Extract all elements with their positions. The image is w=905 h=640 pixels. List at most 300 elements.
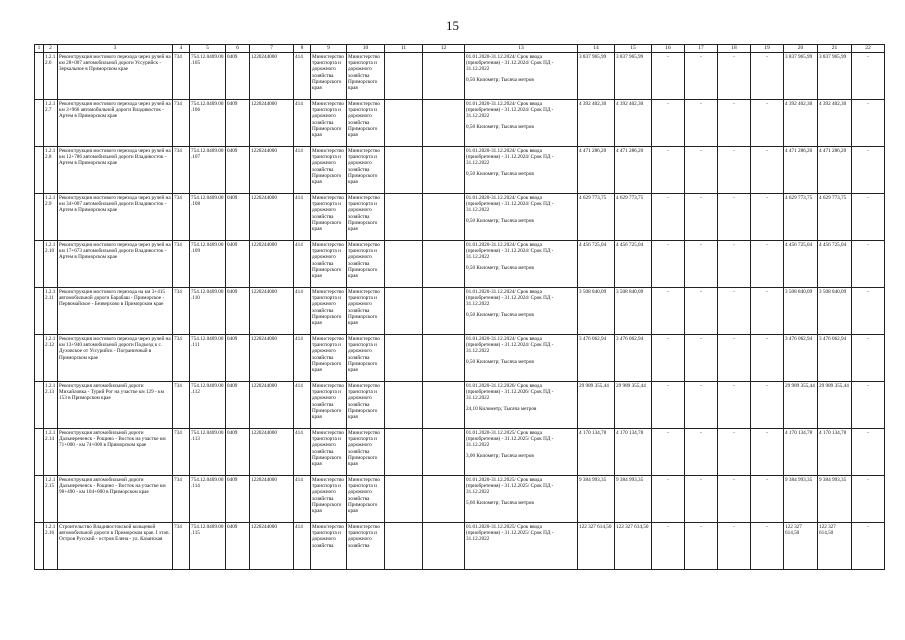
cell-dash: - <box>652 382 685 429</box>
developer <box>347 523 385 570</box>
amount-col20: 3 837 965,99 <box>784 53 818 100</box>
amount-col21: 4 471 286,20 <box>818 147 852 194</box>
developer <box>347 288 385 335</box>
cell-dash: - <box>652 429 685 476</box>
customer-name: Министерство транспорта и дорожного хозяйства Приморского края <box>312 383 344 421</box>
amount-total: 3 476 062,94 <box>578 335 615 382</box>
cell-empty <box>35 476 44 523</box>
cell-empty <box>385 335 423 382</box>
expense-type: 414 <box>294 194 311 241</box>
csr-code: 1220244000 <box>250 476 294 523</box>
customer-name: Министерство транспорта и дорожного хозяйства <box>348 524 380 549</box>
period-capacity <box>465 288 578 335</box>
cell-dash: - <box>685 53 718 100</box>
cell-dash: - <box>652 335 685 382</box>
cell-empty <box>423 241 465 288</box>
amount-total: 4 456 725,04 <box>578 241 615 288</box>
section-code: 0409 <box>226 288 250 335</box>
cell-dash: - <box>852 53 885 100</box>
developer <box>347 241 385 288</box>
csr-code: 1220244000 <box>250 288 294 335</box>
column-header: 9 <box>311 45 347 53</box>
cell-dash: - <box>685 241 718 288</box>
period: 01.01.2020-31.12.2025/ Срок ввода (приобретения) - 31.12.2025/ Срок ПД - 31.12.2022 <box>466 524 554 543</box>
budget-table <box>34 44 885 570</box>
amount-col21: 4 456 725,04 <box>818 241 852 288</box>
csr-code: 1220244000 <box>250 382 294 429</box>
csr-code: 1220244000 <box>250 147 294 194</box>
column-header: 4 <box>173 45 190 53</box>
cell-dash: - <box>852 476 885 523</box>
cell-empty <box>385 100 423 147</box>
csr-code: 1220244000 <box>250 241 294 288</box>
customer <box>311 147 347 194</box>
cell-empty <box>385 288 423 335</box>
cell-dash: - <box>718 523 751 570</box>
cell-empty <box>385 241 423 288</box>
period: 01.01.2020-31.12.2024/ Срок ввода (приобретения) - 31.12.2024/ Срок ПД - 31.12.2022 <box>466 148 554 167</box>
period: 01.01.2020-31.12.2026/ Срок ввода (приобретения) - 31.12.2026/ Срок ПД - 31.12.2022 <box>466 383 554 402</box>
column-header: 3 <box>58 45 173 53</box>
object-name: Реконструкция мостового перехода через ручей на км 12+786 автомобильной дороги Владивосток - Артем в Приморском крае <box>58 147 173 194</box>
cell-dash: - <box>852 523 885 570</box>
cell-empty <box>423 53 465 100</box>
capacity: 24,10 Километр; Тысяча метров <box>466 405 537 412</box>
column-header: 6 <box>226 45 250 53</box>
target-article: 754.12.0409.00.113 <box>190 429 226 476</box>
section-code: 0409 <box>226 53 250 100</box>
amount-total: 29 989 355,44 <box>578 382 615 429</box>
amount-col15: 3 476 062,94 <box>615 335 652 382</box>
amount-col20: 3 476 062,94 <box>784 335 818 382</box>
cell-empty <box>35 335 44 382</box>
amount-col20: 4 456 725,04 <box>784 241 818 288</box>
grbs-code: 734 <box>173 335 190 382</box>
customer <box>311 288 347 335</box>
cell-dash: - <box>685 194 718 241</box>
header-row <box>35 45 885 53</box>
cell-dash: - <box>751 429 784 476</box>
capacity: 0,50 Километр; Тысяча метров <box>466 358 534 365</box>
cell-dash: - <box>751 147 784 194</box>
section-code: 0409 <box>226 194 250 241</box>
customer <box>311 241 347 288</box>
object-name: Реконструкция автомобильной дороги Михайловка - Турий Рог на участке км 129 - км 153 в Приморском крае <box>58 382 173 429</box>
row-number: 1.2.12.12 <box>44 335 58 382</box>
cell-empty <box>385 476 423 523</box>
developer <box>347 335 385 382</box>
cell-dash: - <box>751 100 784 147</box>
column-header: 12 <box>423 45 465 53</box>
cell-dash: - <box>685 429 718 476</box>
column-header: 1 <box>35 45 44 53</box>
amount-col21: 122 327 614,50 <box>818 523 852 570</box>
cell-dash: - <box>652 288 685 335</box>
cell-empty <box>385 523 423 570</box>
amount-col20: 4 629 773,75 <box>784 194 818 241</box>
amount-col20: 122 327 614,50 <box>784 523 818 570</box>
cell-dash: - <box>652 476 685 523</box>
target-article: 754.12.0409.00.108 <box>190 194 226 241</box>
cell-dash: - <box>751 288 784 335</box>
object-name: Реконструкция мостового перехода через ручей на км 28+007 автомобильной дороги Уссурийск - Зеркальное в Приморском крае <box>58 53 173 100</box>
column-header: 16 <box>652 45 685 53</box>
customer-name: Министерство транспорта и дорожного хозяйства Приморского края <box>348 148 380 186</box>
cell-dash: - <box>852 194 885 241</box>
section-code: 0409 <box>226 429 250 476</box>
section-code: 0409 <box>226 476 250 523</box>
cell-empty <box>35 100 44 147</box>
period-capacity <box>465 476 578 523</box>
row-number: 1.2.12.6 <box>44 53 58 100</box>
customer-name: Министерство транспорта и дорожного хозяйства Приморского края <box>312 54 344 92</box>
amount-col21: 3 508 840,09 <box>818 288 852 335</box>
object-name: Реконструкция мостового перехода на км 3+415 автомобильной дороги Барабаш - Приморское - Первомайское - Безверхово в Приморском крае <box>58 288 173 335</box>
column-header: 20 <box>784 45 818 53</box>
table-row <box>35 53 885 100</box>
cell-dash: - <box>718 147 751 194</box>
customer-name: Министерство транспорта и дорожного хозяйства Приморского края <box>348 336 380 374</box>
target-article: 754.12.0409.00.107 <box>190 147 226 194</box>
csr-code: 1220244000 <box>250 100 294 147</box>
expense-type: 414 <box>294 335 311 382</box>
customer <box>311 53 347 100</box>
customer-name: Министерство транспорта и дорожного хозяйства Приморского края <box>312 336 344 374</box>
amount-col20: 9 384 993,35 <box>784 476 818 523</box>
cell-dash: - <box>718 100 751 147</box>
cell-empty <box>423 523 465 570</box>
period: 01.01.2020-31.12.2024/ Срок ввода (приобретения) - 31.12.2024/ Срок ПД - 31.12.2022 <box>466 195 554 214</box>
expense-type: 414 <box>294 429 311 476</box>
object-name: Строительство Владивостокской кольцевой автомобильной дороги в Приморском крае. I этап. Остров Русский - остров Елена - ул. Казанская <box>58 523 173 570</box>
table-row <box>35 335 885 382</box>
capacity: 0,50 Километр; Тысяча метров <box>466 76 534 83</box>
cell-dash: - <box>718 335 751 382</box>
csr-code: 1220244000 <box>250 335 294 382</box>
amount-col21: 3 837 965,99 <box>818 53 852 100</box>
customer-name: Министерство транспорта и дорожного хозяйства Приморского края <box>348 289 380 327</box>
customer <box>311 476 347 523</box>
object-name: Реконструкция автомобильной дороги Дальнереченск - Рощино - Восток на участке км 98+490 - км 104+000 в Приморском крае <box>58 476 173 523</box>
customer-name: Министерство транспорта и дорожного хозяйства Приморского края <box>312 242 344 280</box>
section-code: 0409 <box>226 147 250 194</box>
cell-dash: - <box>751 241 784 288</box>
cell-empty <box>35 382 44 429</box>
customer <box>311 194 347 241</box>
cell-dash: - <box>852 241 885 288</box>
column-header: 2 <box>44 45 58 53</box>
period: 01.01.2020-31.12.2024/ Срок ввода (приобретения) - 31.12.2024/ Срок ПД - 31.12.2022 <box>466 242 554 261</box>
csr-code: 1220244000 <box>250 194 294 241</box>
amount-col15: 4 456 725,04 <box>615 241 652 288</box>
cell-dash: - <box>718 241 751 288</box>
amount-col21: 4 170 134,78 <box>818 429 852 476</box>
expense-type: 414 <box>294 382 311 429</box>
amount-col20: 4 471 286,20 <box>784 147 818 194</box>
expense-type: 414 <box>294 523 311 570</box>
capacity: 0,50 Километр; Тысяча метров <box>466 217 534 224</box>
cell-dash: - <box>852 100 885 147</box>
csr-code: 1220244000 <box>250 523 294 570</box>
target-article: 754.12.0409.00.105 <box>190 53 226 100</box>
cell-empty <box>35 194 44 241</box>
customer-name: Министерство транспорта и дорожного хозяйства Приморского края <box>348 101 380 139</box>
period: 01.01.2020-31.12.2025/ Срок ввода (приобретения) - 31.12.2025/ Срок ПД - 31.12.2022 <box>466 477 554 496</box>
developer <box>347 147 385 194</box>
expense-type: 414 <box>294 241 311 288</box>
grbs-code: 734 <box>173 241 190 288</box>
table-body <box>35 53 885 570</box>
period: 01.01.2020-31.12.2024/ Срок ввода (приобретения) - 31.12.2024/ Срок ПД - 31.12.2022 <box>466 101 554 120</box>
capacity: 0,50 Километр; Тысяча метров <box>466 311 534 318</box>
period-capacity <box>465 100 578 147</box>
cell-dash: - <box>652 194 685 241</box>
cell-empty <box>385 429 423 476</box>
cell-empty <box>423 382 465 429</box>
expense-type: 414 <box>294 476 311 523</box>
customer-name: Министерство транспорта и дорожного хозяйства Приморского края <box>348 383 380 421</box>
capacity: 3,00 Километр; Тысяча метров <box>466 452 534 459</box>
cell-dash: - <box>685 382 718 429</box>
customer-name: Министерство транспорта и дорожного хозяйства Приморского края <box>312 195 344 233</box>
amount-col15: 4 170 134,78 <box>615 429 652 476</box>
grbs-code: 734 <box>173 53 190 100</box>
cell-dash: - <box>718 429 751 476</box>
grbs-code: 734 <box>173 382 190 429</box>
amount-col20: 4 392 402,30 <box>784 100 818 147</box>
expense-type: 414 <box>294 147 311 194</box>
period-capacity <box>465 523 578 570</box>
grbs-code: 734 <box>173 523 190 570</box>
period: 01.01.2020-31.12.2024/ Срок ввода (приобретения) - 31.12.2024/ Срок ПД - 31.12.2022 <box>466 54 554 73</box>
column-header: 13 <box>465 45 578 53</box>
column-header: 7 <box>250 45 294 53</box>
cell-empty <box>35 288 44 335</box>
customer-name: Министерство транспорта и дорожного хозяйства Приморского края <box>348 195 380 233</box>
grbs-code: 734 <box>173 476 190 523</box>
table-row <box>35 523 885 570</box>
column-header: 15 <box>615 45 652 53</box>
cell-empty <box>35 429 44 476</box>
period-capacity <box>465 382 578 429</box>
customer <box>311 100 347 147</box>
amount-col21: 29 989 355,44 <box>818 382 852 429</box>
object-name: Реконструкция мостового перехода через ручей на км 13+940 автомобильной дороги Подъезд к с. Духовское от Уссурийск - Пограничный в Приморском крае <box>58 335 173 382</box>
page-number: 15 <box>446 18 459 33</box>
amount-col15: 9 384 993,35 <box>615 476 652 523</box>
period-capacity <box>465 429 578 476</box>
column-header: 18 <box>718 45 751 53</box>
cell-empty <box>423 147 465 194</box>
cell-dash: - <box>718 53 751 100</box>
period-capacity <box>465 194 578 241</box>
cell-empty <box>35 147 44 194</box>
column-header: 17 <box>685 45 718 53</box>
customer <box>311 382 347 429</box>
cell-empty <box>35 53 44 100</box>
column-header: 8 <box>294 45 311 53</box>
period-capacity <box>465 147 578 194</box>
cell-empty <box>423 335 465 382</box>
cell-dash: - <box>685 288 718 335</box>
customer-name: Министерство транспорта и дорожного хозяйства Приморского края <box>348 54 380 92</box>
customer <box>311 523 347 570</box>
cell-dash: - <box>685 100 718 147</box>
amount-col15: 4 392 402,30 <box>615 100 652 147</box>
section-code: 0409 <box>226 382 250 429</box>
cell-dash: - <box>852 335 885 382</box>
column-header: 11 <box>385 45 423 53</box>
cell-dash: - <box>751 382 784 429</box>
cell-empty <box>423 288 465 335</box>
capacity: 0,50 Километр; Тысяча метров <box>466 123 534 130</box>
column-header: 21 <box>818 45 852 53</box>
cell-dash: - <box>685 147 718 194</box>
table-row <box>35 100 885 147</box>
csr-code: 1220244000 <box>250 429 294 476</box>
grbs-code: 734 <box>173 100 190 147</box>
customer-name: Министерство транспорта и дорожного хозяйства Приморского края <box>312 477 344 515</box>
row-number: 1.2.12.13 <box>44 382 58 429</box>
amount-col21: 4 629 773,75 <box>818 194 852 241</box>
customer <box>311 335 347 382</box>
row-number: 1.2.12.15 <box>44 476 58 523</box>
row-number: 1.2.12.8 <box>44 147 58 194</box>
table-row <box>35 476 885 523</box>
capacity: 0,50 Километр; Тысяча метров <box>466 170 534 177</box>
amount-col20: 29 989 355,44 <box>784 382 818 429</box>
section-code: 0409 <box>226 100 250 147</box>
amount-total: 9 384 993,35 <box>578 476 615 523</box>
table-row <box>35 194 885 241</box>
amount-total: 3 837 965,99 <box>578 53 615 100</box>
row-number: 1.2.12.14 <box>44 429 58 476</box>
cell-dash: - <box>852 147 885 194</box>
column-header: 19 <box>751 45 784 53</box>
row-number: 1.2.12.11 <box>44 288 58 335</box>
cell-empty <box>35 523 44 570</box>
amount-col15: 3 508 840,09 <box>615 288 652 335</box>
column-header: 22 <box>852 45 885 53</box>
amount-total: 4 629 773,75 <box>578 194 615 241</box>
customer-name: Министерство транспорта и дорожного хозяйства Приморского края <box>312 289 344 327</box>
column-header: 14 <box>578 45 615 53</box>
amount-col21: 9 384 993,35 <box>818 476 852 523</box>
amount-total: 3 508 840,09 <box>578 288 615 335</box>
cell-dash: - <box>718 288 751 335</box>
cell-dash: - <box>652 147 685 194</box>
amount-col15: 4 471 286,20 <box>615 147 652 194</box>
period-capacity <box>465 53 578 100</box>
cell-empty <box>423 194 465 241</box>
cell-dash: - <box>652 100 685 147</box>
amount-total: 4 471 286,20 <box>578 147 615 194</box>
object-name: Реконструкция автомобильной дороги Дальнереченск - Рощино - Восток на участке км 71+000 - км 74+000 в Приморском крае <box>58 429 173 476</box>
cell-dash: - <box>852 288 885 335</box>
cell-dash: - <box>751 335 784 382</box>
row-number: 1.2.12.16 <box>44 523 58 570</box>
developer <box>347 194 385 241</box>
cell-empty <box>423 429 465 476</box>
object-name: Реконструкция мостового перехода через ручей на км 3+966 автомобильной дороги Владивосток - Артем в Приморском крае <box>58 100 173 147</box>
cell-dash: - <box>718 194 751 241</box>
customer-name: Министерство транспорта и дорожного хозяйства Приморского края <box>312 101 344 139</box>
cell-dash: - <box>652 53 685 100</box>
amount-col15: 4 629 773,75 <box>615 194 652 241</box>
developer <box>347 100 385 147</box>
cell-dash: - <box>852 429 885 476</box>
target-article: 754.12.0409.00.114 <box>190 476 226 523</box>
developer <box>347 476 385 523</box>
table-row <box>35 429 885 476</box>
customer <box>311 429 347 476</box>
period-capacity <box>465 241 578 288</box>
object-name: Реконструкция мостового перехода через ручей на км 34+007 автомобильной дороги Владивосток - Артем в Приморском крае <box>58 194 173 241</box>
cell-dash: - <box>685 523 718 570</box>
column-header: 10 <box>347 45 385 53</box>
customer-name: Министерство транспорта и дорожного хозяйства Приморского края <box>348 242 380 280</box>
amount-total: 4 170 134,78 <box>578 429 615 476</box>
cell-empty <box>423 476 465 523</box>
grbs-code: 734 <box>173 147 190 194</box>
grbs-code: 734 <box>173 194 190 241</box>
customer-name: Министерство транспорта и дорожного хозяйства Приморского края <box>312 430 344 468</box>
period: 01.01.2020-31.12.2024/ Срок ввода (приобретения) - 31.12.2024/ Срок ПД - 31.12.2022 <box>466 289 554 308</box>
customer-name: Министерство транспорта и дорожного хозяйства <box>312 524 344 549</box>
cell-dash: - <box>751 194 784 241</box>
customer-name: Министерство транспорта и дорожного хозяйства Приморского края <box>312 148 344 186</box>
amount-col15: 29 989 355,44 <box>615 382 652 429</box>
cell-empty <box>385 53 423 100</box>
expense-type: 414 <box>294 100 311 147</box>
target-article: 754.12.0409.00.110 <box>190 288 226 335</box>
cell-dash: - <box>852 382 885 429</box>
csr-code: 1220244000 <box>250 53 294 100</box>
table-row <box>35 382 885 429</box>
developer <box>347 53 385 100</box>
target-article: 754.12.0409.00.106 <box>190 100 226 147</box>
section-code: 0409 <box>226 241 250 288</box>
cell-dash: - <box>652 241 685 288</box>
table-row <box>35 147 885 194</box>
cell-dash: - <box>751 523 784 570</box>
section-code: 0409 <box>226 523 250 570</box>
cell-dash: - <box>718 382 751 429</box>
cell-dash: - <box>718 476 751 523</box>
cell-dash: - <box>751 476 784 523</box>
capacity: 5,60 Километр; Тысяча метров <box>466 499 534 506</box>
customer-name: Министерство транспорта и дорожного хозяйства Приморского края <box>348 430 380 468</box>
amount-total: 4 392 402,30 <box>578 100 615 147</box>
row-number: 1.2.12.7 <box>44 100 58 147</box>
expense-type: 414 <box>294 53 311 100</box>
cell-empty <box>385 382 423 429</box>
column-header: 5 <box>190 45 226 53</box>
row-number: 1.2.12.9 <box>44 194 58 241</box>
cell-dash: - <box>652 523 685 570</box>
target-article: 754.12.0409.00.115 <box>190 523 226 570</box>
cell-dash: - <box>751 53 784 100</box>
expense-type: 414 <box>294 288 311 335</box>
capacity: 0,50 Километр; Тысяча метров <box>466 264 534 271</box>
target-article: 754.12.0409.00.109 <box>190 241 226 288</box>
amount-col20: 3 508 840,09 <box>784 288 818 335</box>
amount-col15: 122 327 614,50 <box>615 523 652 570</box>
cell-empty <box>35 241 44 288</box>
object-name: Реконструкция мостового перехода через ручей на км 17+673 автомобильной дороги Владивосток - Артем в Приморском крае <box>58 241 173 288</box>
developer <box>347 429 385 476</box>
target-article: 754.12.0409.00.112 <box>190 382 226 429</box>
